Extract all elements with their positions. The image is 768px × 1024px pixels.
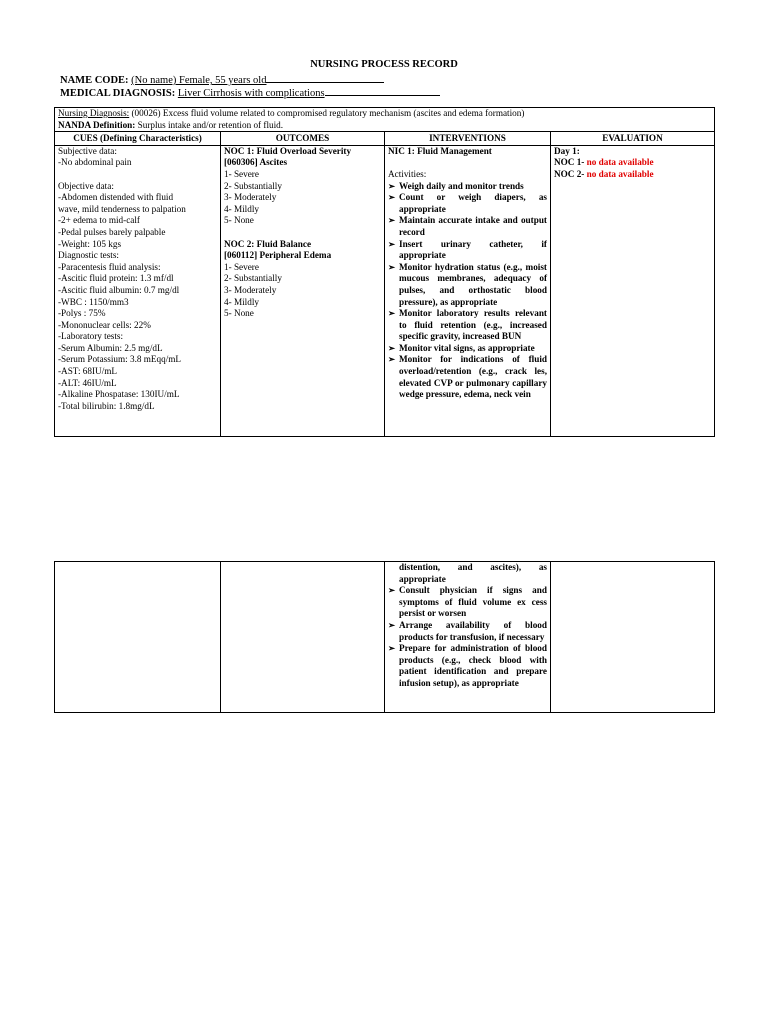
content-row	[55, 145, 715, 436]
eval-noc2-status: no data available	[586, 168, 654, 179]
evaluation-day: Day 1:	[554, 145, 580, 156]
nursing-diagnosis	[58, 108, 711, 120]
cue-line: Subjective data:	[58, 145, 117, 156]
evaluation-cell	[551, 145, 715, 436]
scale-option: 4- Mildly	[224, 296, 259, 307]
cue-line: -AST: 68IU/mL	[58, 366, 118, 377]
evaluation-noc1	[554, 157, 711, 169]
cue-line: -ALT: 46IU/mL	[58, 377, 117, 388]
continued-activity-line2: appropriate	[399, 573, 446, 584]
continuation-table	[54, 561, 715, 713]
noc1-scale	[224, 169, 381, 227]
cont-evaluation-cell	[551, 562, 715, 713]
eval-noc1-label: NOC 1-	[554, 157, 587, 168]
header-interventions: INTERVENTIONS	[385, 132, 551, 146]
activity-item: ➢ Prepare for administration of blood products (e.g., check blood with patient identification and prepare infusion setup), as appropriate	[388, 643, 547, 689]
cue-line: -Pedal pulses barely palpable	[58, 226, 166, 237]
scale-option: 3- Moderately	[224, 284, 277, 295]
noc1-heading: NOC 1: Fluid Overload Severity	[224, 145, 352, 156]
name-underline	[266, 73, 384, 83]
noc2-heading: NOC 2: Fluid Balance	[224, 238, 312, 249]
cue-line: -Serum Albumin: 2.5 mg/dL	[58, 342, 163, 353]
cue-line: -Polys : 75%	[58, 308, 106, 319]
noc1-code: [060306] Ascites	[224, 157, 288, 168]
column-header-row	[55, 132, 715, 146]
nanda-text: Surplus intake and/or retention of fluid.	[137, 119, 284, 130]
activity-item: ➢ Weigh daily and monitor trends	[388, 181, 547, 193]
cont-interventions-cell	[385, 562, 551, 713]
nursing-diagnosis-text: (00026) Excess fluid volume related to compromised regulatory mechanism (ascites and edema formation)	[131, 108, 525, 118]
nanda-definition	[58, 120, 711, 132]
scale-option: 1- Severe	[224, 261, 259, 272]
activity-item: ➢ Consult physician if signs and symptoms of fluid volume ex cess persist or worsen	[388, 585, 547, 620]
cue-line: -Mononuclear cells: 22%	[58, 319, 151, 330]
nursing-diagnosis-label: Nursing Diagnosis:	[58, 108, 130, 118]
nic-heading: NIC 1: Fluid Management	[388, 145, 492, 156]
interventions-cell	[385, 145, 551, 436]
scale-option: 2- Substantially	[224, 180, 282, 191]
scale-option: 1- Severe	[224, 168, 259, 179]
header-outcomes: OUTCOMES	[221, 132, 385, 146]
cue-line: -Weight: 105 kgs	[58, 238, 122, 249]
cue-line: -Paracentesis fluid analysis:	[58, 261, 161, 272]
activities-label: Activities:	[388, 168, 427, 179]
evaluation-noc2	[554, 169, 711, 181]
cue-line: Diagnostic tests:	[58, 250, 119, 261]
diagnosis-cell	[55, 108, 715, 132]
cue-line: Objective data:	[58, 180, 114, 191]
cue-line: -Ascitic fluid albumin: 0.7 mg/dl	[58, 284, 180, 295]
activity-item: ➢ Arrange availability of blood products for transfusion, if necessary	[388, 620, 547, 643]
cont-cues-cell	[55, 562, 221, 713]
scale-option: 5- None	[224, 308, 254, 319]
cue-line: -No abdominal pain	[58, 157, 132, 168]
noc2-code: [060112] Peripheral Edema	[224, 250, 332, 261]
scale-option: 4- Mildly	[224, 203, 259, 214]
cue-line: -Serum Potassium: 3.8 mEqq/mL	[58, 354, 182, 365]
scale-option: 2- Substantially	[224, 273, 282, 284]
noc2-scale	[224, 262, 381, 320]
activity-item: ➢ Monitor hydration status (e.g., moist mucous membranes, adequacy of pulses, and orthostatic blood pressure), as appropriate	[388, 262, 547, 308]
medical-diagnosis-label: MEDICAL DIAGNOSIS:	[60, 88, 176, 99]
nanda-label: NANDA Definition:	[58, 119, 136, 130]
name-code-value: (No name) Female, 55 years old	[131, 75, 267, 86]
activity-item: ➢ Monitor for indications of fluid overload/retention (e.g., crack les, elevated CVP or pulmonary capillary wedge pressure, edema, neck vein	[388, 354, 547, 400]
name-code-line	[60, 73, 384, 86]
cue-line: wave, mild tenderness to palpation	[58, 203, 186, 214]
header-evaluation: EVALUATION	[551, 132, 715, 146]
eval-noc1-status: no data available	[586, 157, 654, 168]
scale-option: 5- None	[224, 215, 254, 226]
header-cues: CUES (Defining Characteristics)	[55, 132, 221, 146]
cue-line: -Abdomen distended with fluid	[58, 192, 174, 203]
cues-cell	[55, 145, 221, 436]
document-title: NURSING PROCESS RECORD	[310, 59, 458, 70]
cue-line: -Ascitic fluid protein: 1.3 mf/dl	[58, 273, 174, 284]
name-code-label: NAME CODE:	[60, 75, 129, 86]
activity-item: ➢ Insert urinary catheter, if appropriate	[388, 239, 547, 262]
activity-item: ➢ Maintain accurate intake and output record	[388, 215, 547, 238]
cue-line: -Alkaline Phospatase: 130IU/mL	[58, 389, 180, 400]
cue-line: -Total bilirubin: 1.8mg/dL	[58, 400, 155, 411]
diagnosis-row	[55, 108, 715, 132]
continued-activity-line1: distention, and ascites), as	[399, 562, 547, 572]
cue-line: -Laboratory tests:	[58, 331, 124, 342]
activities-list	[388, 181, 547, 401]
diagnosis-underline	[325, 86, 440, 96]
cue-line: -WBC : 1150/mm3	[58, 296, 129, 307]
medical-diagnosis-value: Liver Cirrhosis with complications	[177, 88, 325, 99]
activities-list-continued	[388, 585, 547, 689]
eval-noc2-label: NOC 2-	[554, 168, 587, 179]
continuation-row	[55, 562, 715, 713]
nursing-process-table	[54, 107, 715, 437]
outcomes-cell	[221, 145, 385, 436]
activity-item: ➢ Count or weigh diapers, as appropriate	[388, 192, 547, 215]
cue-line	[58, 169, 217, 181]
activity-item: ➢ Monitor vital signs, as appropriate	[388, 343, 547, 355]
cue-line: -2+ edema to mid-calf	[58, 215, 140, 226]
activity-item: ➢ Monitor laboratory results relevant to fluid retention (e.g., increased specific gravity, increased BUN	[388, 308, 547, 343]
medical-diagnosis-line	[60, 86, 440, 99]
scale-option: 3- Moderately	[224, 192, 277, 203]
cont-outcomes-cell	[221, 562, 385, 713]
